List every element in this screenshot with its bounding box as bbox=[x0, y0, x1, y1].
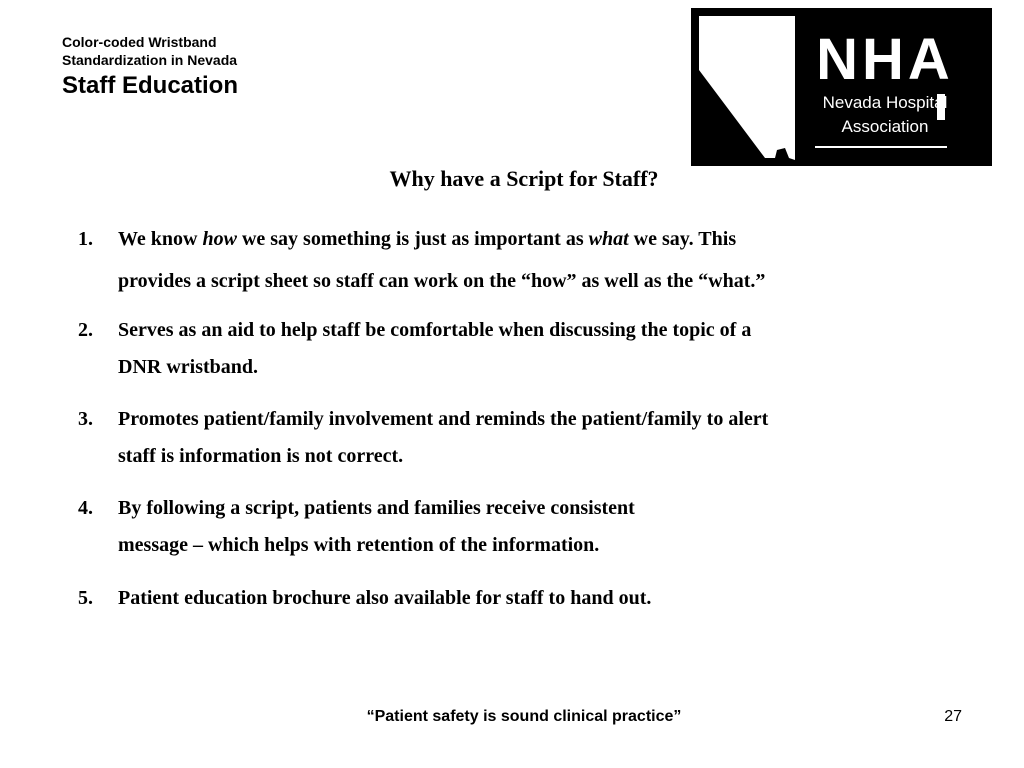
item-number: 1. bbox=[78, 228, 93, 250]
header-line-1: Color-coded Wristband bbox=[62, 34, 217, 50]
item-line-2: DNR wristband. bbox=[118, 356, 259, 378]
header-line-2: Standardization in Nevada bbox=[62, 52, 238, 68]
item-emphasis: how bbox=[202, 228, 237, 250]
item-line-1 bbox=[118, 218, 968, 260]
nha-logo bbox=[691, 8, 992, 166]
list-item bbox=[78, 401, 968, 475]
item-text: We know bbox=[118, 228, 203, 250]
header-title: Staff Education bbox=[62, 72, 239, 99]
item-line-2: message – which helps with retention of the information. bbox=[118, 534, 600, 556]
item-number: 4. bbox=[78, 497, 93, 519]
item-emphasis: what bbox=[588, 228, 629, 250]
item-line-2: provides a script sheet so staff can work on the “how” as well as the “what.” bbox=[118, 270, 766, 292]
slide-header bbox=[62, 33, 238, 101]
logo-name-line-2: Association bbox=[841, 117, 929, 136]
item-line-1: Serves as an aid to help staff be comfortable when discussing the topic of a bbox=[118, 319, 752, 341]
list-item bbox=[78, 218, 968, 302]
page-number: 27 bbox=[944, 708, 962, 725]
logo-text bbox=[795, 27, 975, 138]
footer-quote: “Patient safety is sound clinical practice” bbox=[366, 708, 682, 725]
logo-acronym: NHA bbox=[816, 27, 954, 92]
item-text: we say. This bbox=[628, 228, 737, 250]
logo-name-line-1: Nevada Hospital bbox=[822, 93, 948, 112]
item-line-1: Promotes patient/family involvement and reminds the patient/family to alert bbox=[118, 408, 769, 430]
list-item bbox=[78, 490, 968, 564]
item-line-1: By following a script, patients and families receive consistent bbox=[118, 497, 635, 519]
slide-title: Why have a Script for Staff? bbox=[389, 166, 659, 191]
list-item bbox=[78, 580, 968, 617]
item-number: 3. bbox=[78, 408, 93, 430]
logo-underline bbox=[815, 146, 947, 148]
item-line-1: Patient education brochure also available for staff to hand out. bbox=[118, 587, 652, 609]
item-line-2: staff is information is not correct. bbox=[118, 445, 404, 467]
numbered-list bbox=[78, 224, 968, 617]
item-number: 5. bbox=[78, 587, 93, 609]
item-number: 2. bbox=[78, 319, 93, 341]
list-item bbox=[78, 312, 968, 386]
item-text: we say something is just as important as bbox=[236, 228, 589, 250]
